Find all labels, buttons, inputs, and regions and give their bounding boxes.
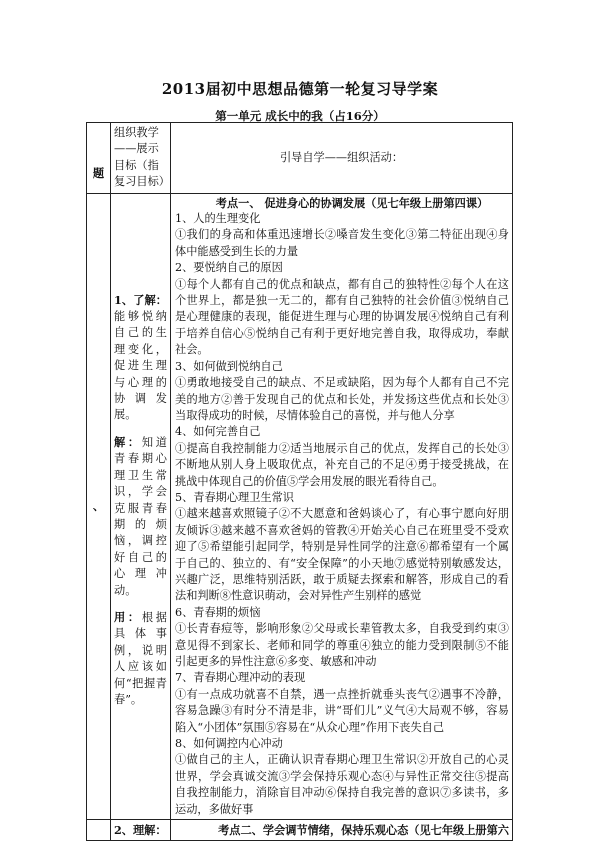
document-title: 2013届初中思想品德第一轮复习导学案 — [161, 80, 439, 98]
objective-understand-label: 1、了解： — [114, 292, 167, 307]
body-topic-cell: 、 — [87, 193, 111, 819]
header-objectives-cell: 组织教学——展示目标（指复习目标） — [111, 123, 171, 194]
objective-understand-text: 能够悦纳自己的生理变化，促进生理与心理的协调发展。 — [114, 310, 167, 422]
item-text: ①有一点成功就喜不自禁，遇一点挫折就垂头丧气②遇事不冷静，容易急躁③有时分不清是非，讲“哥们儿”义气④大局观不够，容易陷入“小团体”氛围⑤容易在“从众心理”作用下丧失自己 — [175, 687, 509, 734]
header-activities-cell: 引导自学——组织活动： — [171, 123, 513, 194]
item-text: ①做自己的主人，正确认识青春期心理卫生常识②开放自己的心灵世界，学会真诚交流③学会保持乐观心态④与异性正常交往⑤提高自我控制能力，消除盲目冲动⑥保持自我完善的意识⑦多读书，多运动，多做好事 — [175, 753, 509, 816]
item-8 — [175, 736, 509, 818]
item-heading: 7、青春期心理冲动的表现 — [175, 671, 306, 685]
objective-explain-text: 知道青春期心理卫生常识，学会克服青春期的烦恼，调控好自己的心理冲动。 — [114, 435, 167, 597]
study-guide-table — [86, 122, 513, 841]
item-3 — [175, 359, 509, 425]
objective-apply-text: 根据具体事例，说明人应该如何“把握青春”。 — [114, 610, 167, 706]
content-cell — [171, 193, 513, 819]
item-2 — [175, 260, 509, 358]
item-text: ①长青春痘等，影响形象②父母或长辈管教太多，自我受到约束③意见得不到家长、老师和同学的尊重④独立的能力受到限制⑤不能引起更多的异性注意⑥多变、敏感和冲动 — [175, 622, 509, 668]
table-body-row — [87, 193, 513, 819]
item-heading: 5、青春期心理卫生常识 — [175, 490, 294, 504]
item-text: ①越来越喜欢照镜子②不大愿意和爸妈谈心了，有心事宁愿向好朋友倾诉③越来越不喜欢爸妈的管教④开始关心自己在班里受不受欢迎了⑤希望能引起同学，特别是异性同学的注意⑥都希望有一个属于自己的、独立的、有“安全保障”的小天地⑦感觉特别敏感发达，兴趣广泛，思维特别活跃，敢于质疑去探索和解答，形成自己的看法和判断⑧性意识萌动，会对异性产生别样的感觉 — [175, 507, 509, 603]
item-7 — [175, 670, 509, 736]
item-text: ①每个人都有自己的优点和缺点，都有自己的独特性②每个人在这个世界上，都是独一无二的，都有自己独特的社会价值③悦纳自己是心理健康的表现，能促进生理与心理的协调发展④悦纳自己有利于培养自信心⑤悦纳自己有利于更好地完善自我，取得成功，奉献社会。 — [175, 277, 509, 357]
unit-subtitle: 第一单元 成长中的我（占16分） — [215, 109, 385, 123]
key-point-2-title: 考点二、学会调节情绪，保持乐观心态（见七年级上册第六 — [171, 820, 513, 841]
table-footer-row — [87, 820, 513, 841]
key-point-1-title: 考点一、 促进身心的协调发展（见七年级上册第四课） — [215, 195, 489, 210]
objective-apply-label: 用： — [114, 609, 142, 624]
objective-comprehend-label: 2、理解： — [111, 820, 171, 841]
footer-topic-cell — [87, 820, 111, 841]
header-topic-cell: 题 — [87, 123, 111, 194]
item-1 — [175, 211, 509, 260]
item-heading: 4、如何完善自己 — [175, 425, 261, 439]
objectives-cell — [111, 193, 171, 819]
item-4 — [175, 424, 509, 490]
objective-understand — [114, 292, 167, 424]
item-heading: 1、人的生理变化 — [175, 212, 261, 226]
table-header-row — [87, 123, 513, 194]
item-heading: 3、如何做到悦纳自己 — [175, 359, 283, 373]
item-text: ①勇敢地接受自己的缺点、不足或缺陷，因为每个人都有自己不完美的地方②善于发现自己的优点和长处，并发扬这些优点和长处③当取得成功的时候，尽情体验自己的喜悦，并与他人分享 — [175, 376, 509, 422]
objective-apply — [114, 609, 167, 708]
item-5 — [175, 490, 509, 605]
objective-explain — [114, 434, 167, 599]
item-text: ①提高自我控制能力②适当地展示自己的优点，发挥自己的长处③不断地从别人身上吸取优点，补充自己的不足④勇于接受挑战，在挑战中体现自己的价值⑤学会用发展的眼光看待自己。 — [175, 441, 509, 488]
item-text: ①我们的身高和体重迅速增长②嗓音发生变化③第二特征出现④身体中能感受到生长的力量 — [175, 228, 509, 258]
objective-explain-label: 解： — [114, 434, 142, 449]
item-heading: 2、要悦纳自己的原因 — [175, 261, 283, 275]
item-heading: 8、如何调控内心冲动 — [175, 737, 283, 751]
item-6 — [175, 605, 509, 671]
item-heading: 6、青春期的烦恼 — [175, 605, 261, 619]
